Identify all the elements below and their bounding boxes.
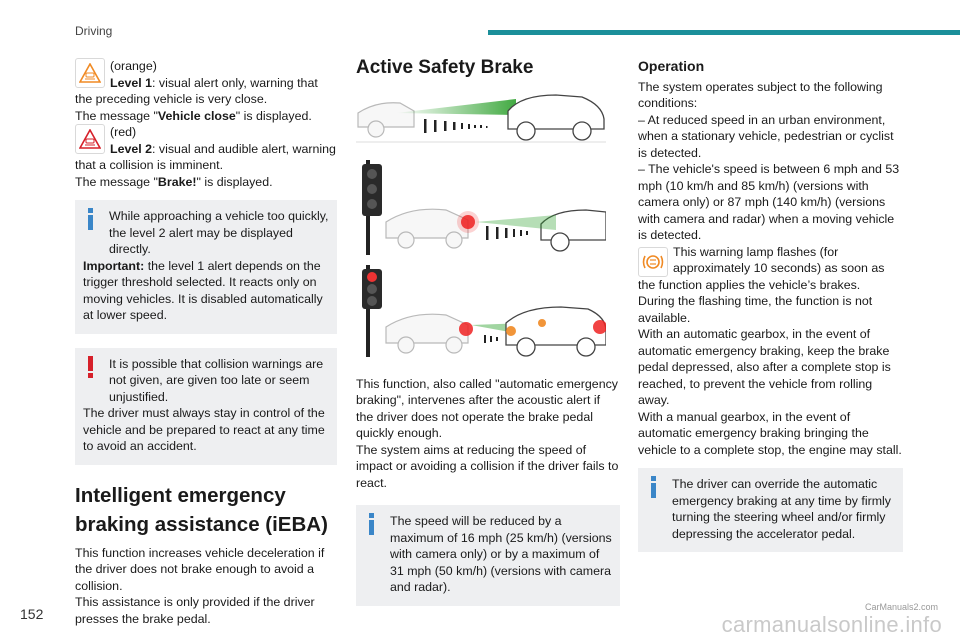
illustration-moving-vehicle bbox=[356, 89, 606, 149]
msg2-prefix: The message " bbox=[75, 174, 158, 189]
level1-text: : visual alert only, warning that the preceding vehicle is very close. bbox=[75, 75, 318, 106]
operation-paragraph-2: During the flashing time, the function is not available. bbox=[638, 294, 873, 325]
vehicle-close-message bbox=[75, 108, 337, 125]
collision-alert-orange-icon bbox=[75, 58, 105, 88]
msg2-bold: Brake! bbox=[157, 174, 197, 189]
range-bars bbox=[424, 119, 488, 133]
orange-label: (orange) bbox=[110, 59, 157, 73]
msg1-bold: Vehicle close bbox=[157, 108, 236, 123]
follower-car-outline bbox=[358, 103, 414, 137]
info-box-1-text: While approaching a vehicle too quickly, the level 2 alert may be displayed directly. bbox=[109, 209, 329, 256]
msg2-suffix: " is displayed. bbox=[196, 174, 273, 189]
traffic-light bbox=[362, 160, 382, 255]
watermark: carmanualsonline.info bbox=[721, 612, 942, 637]
active-safety-brake-title: Active Safety Brake bbox=[356, 57, 534, 78]
operation-title: Operation bbox=[638, 58, 705, 74]
running-header: Driving bbox=[75, 24, 113, 38]
warning-lamp-block bbox=[638, 244, 903, 294]
level2-block bbox=[75, 124, 337, 174]
collision-alert-red-icon bbox=[75, 124, 105, 154]
important-label: Important: bbox=[83, 258, 145, 273]
ieba-paragraph-1: This function increases vehicle deceleration if the driver does not brake enough to avoid a collision. bbox=[75, 545, 325, 593]
condition-bullet-2: – The vehicle's speed is between 6 mph and 53 mph (10 km/h and 85 km/h) (versions with camera only) or 87 mph (140 km/h) (versions with camera and radar) when a moving vehicle is detected. bbox=[638, 162, 900, 242]
warning-box-collision bbox=[75, 348, 337, 465]
info-box-alert-levels bbox=[75, 200, 337, 334]
level2-text: : visual and audible alert, warning that a collision is imminent. bbox=[75, 141, 336, 172]
emergency-braking-lamp-icon bbox=[638, 247, 668, 277]
ieba-paragraph-2: This assistance is only provided if the driver presses the brake pedal. bbox=[75, 595, 315, 626]
asb-paragraph-1: This function, also called "automatic emergency braking", intervenes after the acoustic alert if the driver does not operate the brake pedal quickly enough. bbox=[356, 376, 618, 440]
info-icon bbox=[85, 208, 97, 230]
column-right bbox=[638, 58, 903, 552]
override-text: The driver can override the automatic emergency braking at any time by firmly turning the steering wheel and/or firmly depressing the accelerator pedal. bbox=[672, 477, 891, 541]
msg1-prefix: The message " bbox=[75, 108, 158, 123]
illustration-approach-alert bbox=[356, 160, 606, 255]
red-label: (red) bbox=[110, 125, 137, 139]
level1-description bbox=[75, 75, 337, 108]
condition-bullet-1: – At reduced speed in an urban environment, when a stationary vehicle, pedestrian or cyclist is detected. bbox=[638, 112, 894, 160]
important-text: the level 1 alert depends on the trigger threshold selected. It reacts only on moving vehicles. It is disabled automatically at lower speed. bbox=[83, 258, 323, 322]
brake-message bbox=[75, 174, 337, 191]
level2-description bbox=[75, 141, 337, 174]
lead-car-outline bbox=[508, 95, 604, 140]
info-icon bbox=[648, 476, 660, 498]
warning-exclamation-icon bbox=[85, 356, 97, 378]
header-accent-bar bbox=[488, 30, 960, 35]
warn-box-2-text: The driver must always stay in control of the vehicle and be prepared to react at any time to avoid an accident. bbox=[83, 406, 325, 453]
operation-paragraph-3: With an automatic gearbox, in the event of automatic emergency braking, keep the brake pedal depressed, also after a complete stop is reached, to prevent the vehicle from rolling away. bbox=[638, 327, 891, 407]
asb-paragraph-2: The system aims at reducing the speed of impact or avoiding a collision if the driver fails to react. bbox=[356, 442, 619, 490]
column-left bbox=[75, 58, 337, 627]
info-box-override bbox=[638, 468, 903, 552]
asb-info-text: The speed will be reduced by a maximum of 16 mph (25 km/h) (versions with camera only) or by a maximum of 31 mph (50 km/h) (versions with camera and radar). bbox=[390, 514, 612, 594]
level1-block bbox=[75, 58, 337, 108]
level1-label: Level 1 bbox=[110, 75, 153, 90]
operation-paragraph-4: With a manual gearbox, in the event of automatic emergency braking bringing the vehicle to a complete stop, the engine may stall. bbox=[638, 409, 902, 457]
column-middle bbox=[356, 56, 620, 606]
msg1-suffix: " is displayed. bbox=[235, 108, 312, 123]
info-box-speed-reduction bbox=[356, 505, 620, 606]
watermark-small: CarManuals2.com bbox=[864, 602, 938, 612]
level2-label: Level 2 bbox=[110, 141, 153, 156]
ieba-section-title: Intelligent emergency braking assistance (iEBA) bbox=[75, 483, 328, 536]
lamp-description: This warning lamp flashes (for approximately 10 seconds) as soon as the function applies the vehicle’s brakes. bbox=[638, 244, 885, 292]
page-number: 152 bbox=[20, 606, 44, 622]
illustration-emergency-braking bbox=[356, 265, 606, 357]
important-note bbox=[83, 258, 329, 324]
warn-box-1-text: It is possible that collision warnings are not given, are given too late or seem unjustified. bbox=[109, 356, 324, 404]
operation-intro: The system operates subject to the following conditions: bbox=[638, 79, 883, 110]
info-icon bbox=[366, 513, 378, 535]
